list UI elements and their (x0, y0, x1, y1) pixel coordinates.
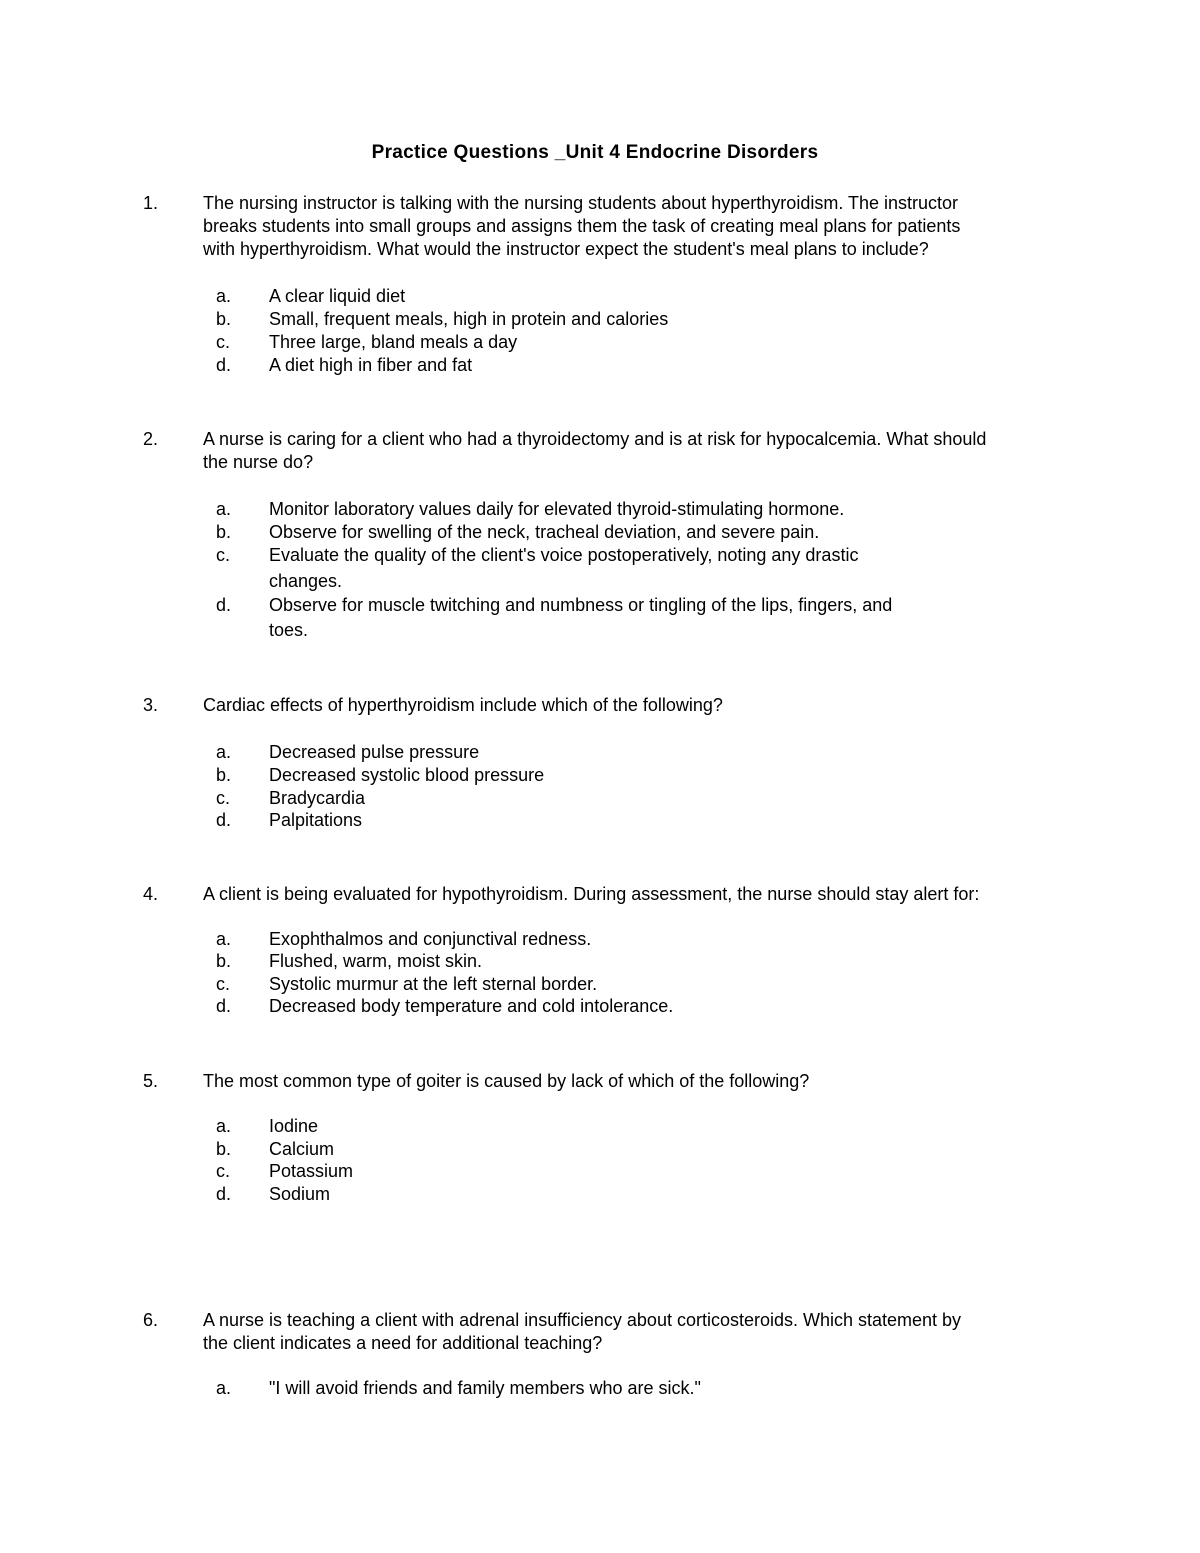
page-title: Practice Questions _Unit 4 Endocrine Disorders (371, 142, 819, 163)
option-letter: a. (216, 1116, 232, 1136)
option-text-continued: toes. (269, 620, 309, 640)
question-text-line: A client is being evaluated for hypothyroidism. During assessment, the nurse should stay alert for: (203, 884, 980, 904)
option-text: Palpitations (269, 810, 363, 830)
option-text: Potassium (269, 1161, 354, 1181)
question-text-line: the nurse do? (203, 452, 314, 472)
option-letter: d. (216, 810, 232, 830)
option-letter: d. (216, 595, 232, 615)
option-text: Evaluate the quality of the client's voice postoperatively, noting any drastic (269, 545, 859, 565)
option-letter: a. (216, 286, 232, 306)
option-text: A clear liquid diet (269, 286, 406, 306)
option-text: Exophthalmos and conjunctival redness. (269, 929, 592, 949)
question-text-line: The most common type of goiter is caused by lack of which of the following? (203, 1071, 810, 1091)
option-letter: a. (216, 499, 232, 519)
option-letter: a. (216, 742, 232, 762)
question-text-line: Cardiac effects of hyperthyroidism include which of the following? (203, 695, 723, 715)
option-text-continued: changes. (269, 571, 343, 591)
question-number: 3. (143, 695, 159, 715)
option-text: "I will avoid friends and family members who are sick." (269, 1378, 701, 1398)
option-text: A diet high in fiber and fat (269, 355, 473, 375)
option-letter: b. (216, 522, 232, 542)
question-number: 1. (143, 193, 159, 213)
question-text-line: breaks students into small groups and assigns them the task of creating meal plans for patients (203, 216, 961, 236)
option-text: Observe for swelling of the neck, tracheal deviation, and severe pain. (269, 522, 820, 542)
question-text-line: The nursing instructor is talking with the nursing students about hyperthyroidism. The instructor (203, 193, 959, 213)
option-letter: c. (216, 545, 231, 565)
question-number: 2. (143, 429, 159, 449)
option-text: Iodine (269, 1116, 319, 1136)
question-text-line: the client indicates a need for additional teaching? (203, 1333, 603, 1353)
option-text: Flushed, warm, moist skin. (269, 951, 483, 971)
option-letter: a. (216, 929, 232, 949)
option-letter: c. (216, 1161, 231, 1181)
option-text: Bradycardia (269, 788, 366, 808)
option-text: Decreased body temperature and cold intolerance. (269, 996, 674, 1016)
question-text-line: A nurse is caring for a client who had a thyroidectomy and is at risk for hypocalcemia. What should (203, 429, 987, 449)
option-text: Small, frequent meals, high in protein and calories (269, 309, 669, 329)
option-letter: d. (216, 996, 232, 1016)
option-text: Decreased pulse pressure (269, 742, 480, 762)
option-letter: b. (216, 765, 232, 785)
option-letter: d. (216, 355, 232, 375)
question-number: 5. (143, 1071, 159, 1091)
option-text: Observe for muscle twitching and numbness or tingling of the lips, fingers, and (269, 595, 893, 615)
question-text-line: A nurse is teaching a client with adrenal insufficiency about corticosteroids. Which statement by (203, 1310, 962, 1330)
question-number: 6. (143, 1310, 159, 1330)
option-letter: d. (216, 1184, 232, 1204)
question-number: 4. (143, 884, 159, 904)
option-letter: b. (216, 951, 232, 971)
option-text: Three large, bland meals a day (269, 332, 518, 352)
option-text: Decreased systolic blood pressure (269, 765, 545, 785)
option-text: Sodium (269, 1184, 331, 1204)
option-letter: c. (216, 974, 231, 994)
option-letter: a. (216, 1378, 232, 1398)
option-letter: b. (216, 1139, 232, 1159)
option-text: Systolic murmur at the left sternal border. (269, 974, 598, 994)
option-text: Calcium (269, 1139, 335, 1159)
question-text-line: with hyperthyroidism. What would the instructor expect the student's meal plans to include? (203, 239, 929, 259)
option-text: Monitor laboratory values daily for elevated thyroid-stimulating hormone. (269, 499, 845, 519)
option-letter: c. (216, 332, 231, 352)
option-letter: b. (216, 309, 232, 329)
option-letter: c. (216, 788, 231, 808)
